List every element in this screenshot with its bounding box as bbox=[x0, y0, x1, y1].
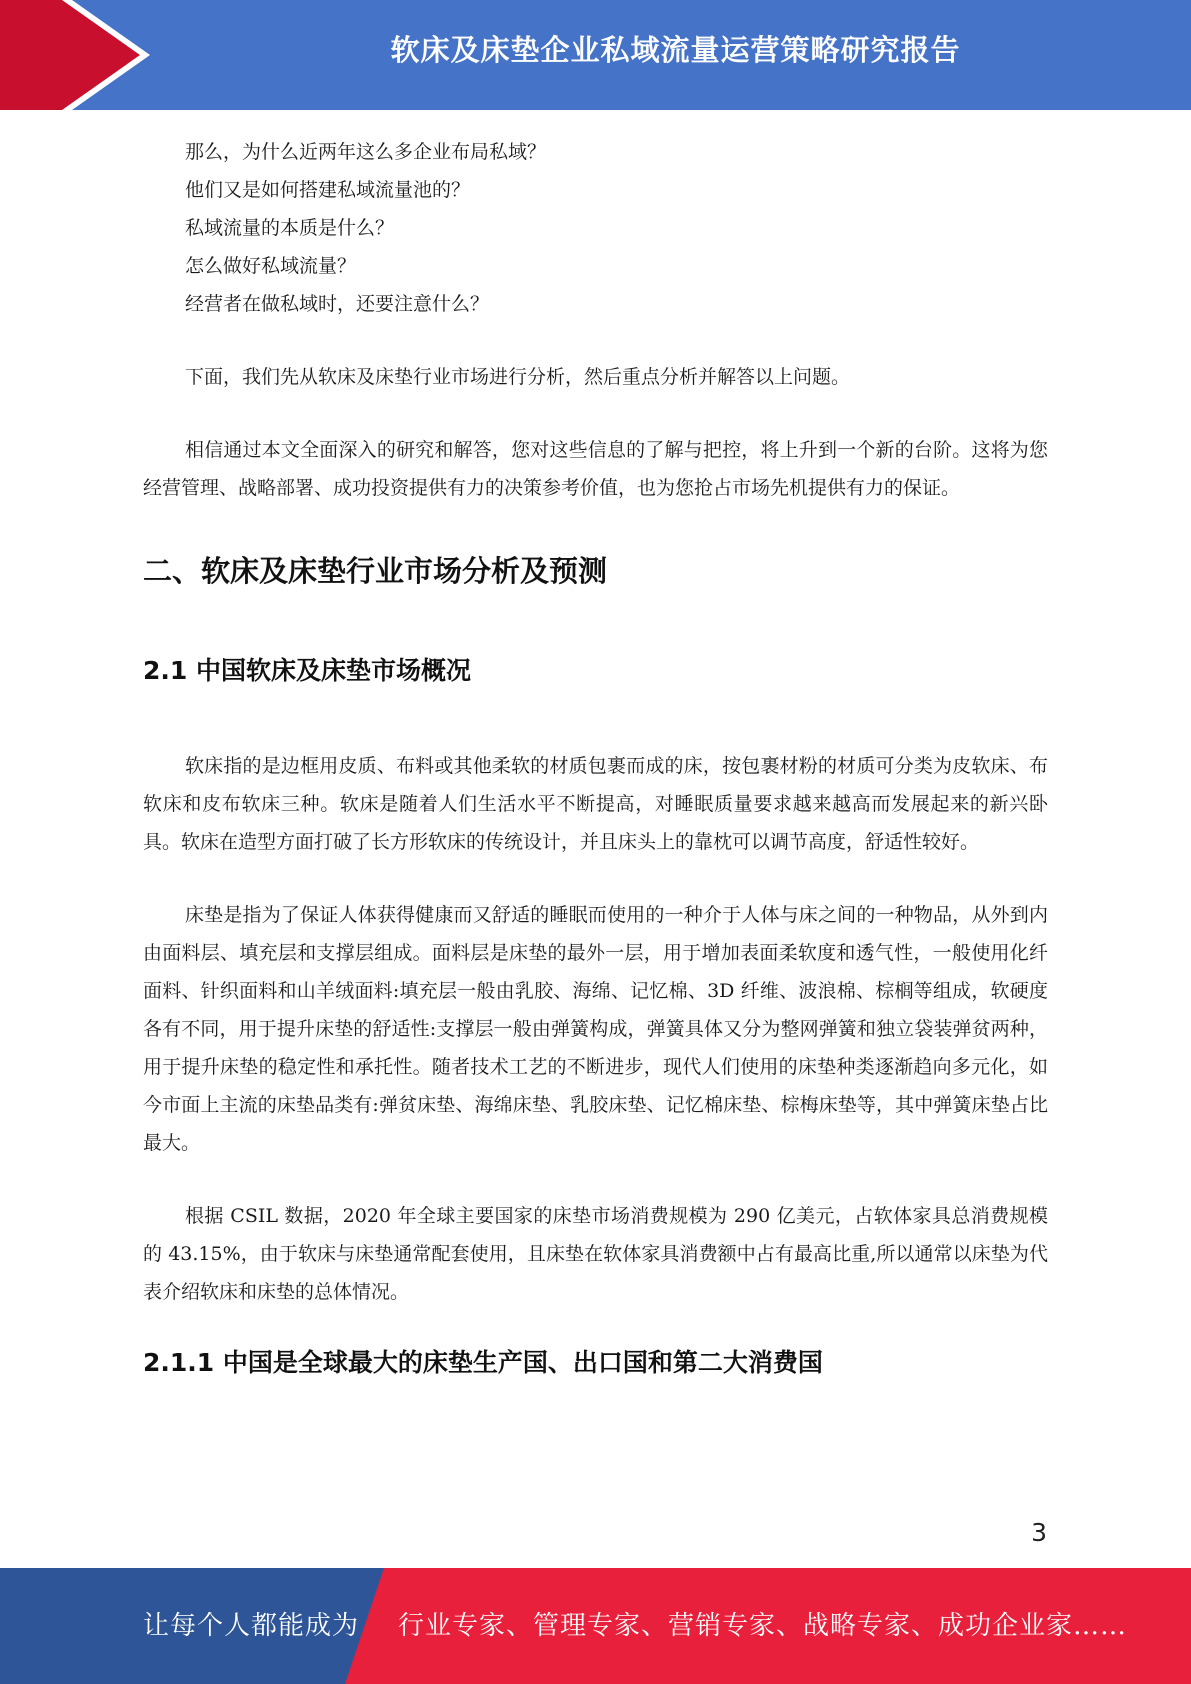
page-footer bbox=[0, 1568, 1191, 1684]
paragraph-soft-bed: 软床指的是边框用皮质、布料或其他柔软的材质包裹而成的床，按包裹材粉的材质可分类为皮软床、布软床和皮布软床三种。软床是随着人们生活水平不断提高，对睡眠质量要求越来越高而发展起来的新兴卧具。软床在造型方面打破了长方形软床的传统设计，并且床头上的靠枕可以调节高度，舒适性较好。 bbox=[143, 755, 1048, 853]
paragraph-value-statement: 相信通过本文全面深入的研究和解答，您对这些信息的了解与把控，将上升到一个新的台阶。这将为您经营管理、战略部署、成功投资提供有力的决策参考价值，也为您抢占市场先机提供有力的保证。 bbox=[143, 439, 1048, 499]
page-content bbox=[143, 133, 1048, 1381]
paragraph-csil-data: 根据 CSIL 数据，2020 年全球主要国家的床垫市场消费规模为 290 亿美元，占软体家具总消费规模的 43.15%，由于软床与床垫通常配套使用，且床垫在软体家具消费额中占有最高比重,所以通常以床垫为代表介绍软床和床垫的总体情况。 bbox=[143, 1205, 1048, 1303]
page-number: 3 bbox=[1031, 1518, 1047, 1547]
intro-question-list bbox=[143, 133, 1048, 323]
footer-slogan-left: 让每个人都能成为 bbox=[143, 1611, 360, 1641]
paragraph-mattress: 床垫是指为了保证人体获得健康而又舒适的睡眠而使用的一种介于人体与床之间的一种物品，从外到内由面料层、填充层和支撑层组成。面料层是床垫的最外一层，用于增加表面柔软度和透气性，一般使用化纤面料、针织面料和山羊绒面料:填充层一般由乳胶、海绵、记忆棉、3D 纤维、波浪棉、棕榈等组成，软硬度各有不同，用于提升床垫的舒适性:支撑层一般由弹簧构成，弹簧具体又分为整网弹簧和独立袋装弹贫两种，用于提升床垫的稳定性和承托性。随者技术工艺的不断进步，现代人们使用的床垫种类逐渐趋向多元化，如今市面上主流的床垫品类有:弹贫床垫、海绵床垫、乳胶床垫、记忆棉床垫、棕梅床垫等，其中弹簧床垫占比最大。 bbox=[143, 904, 1048, 1154]
chevron-arrow-logo bbox=[0, 0, 160, 110]
intro-question: 经营者在做私域时，还要注意什么？ bbox=[185, 293, 490, 315]
paragraph-next-steps: 下面，我们先从软床及床垫行业市场进行分析，然后重点分析并解答以上问题。 bbox=[185, 366, 851, 388]
intro-question: 他们又是如何搭建私域流量池的？ bbox=[185, 179, 471, 201]
subsection-heading-2-1-1: 2.1.1 中国是全球最大的床垫生产国、出口国和第二大消费国 bbox=[143, 1348, 823, 1377]
section-heading-2: 二、软床及床垫行业市场分析及预测 bbox=[143, 554, 608, 588]
footer-slogan-right: 行业专家、管理专家、营销专家、战略专家、成功企业家…… bbox=[398, 1611, 1128, 1641]
report-title: 软床及床垫企业私域流量运营策略研究报告 bbox=[390, 33, 961, 67]
intro-question: 私域流量的本质是什么？ bbox=[185, 217, 395, 239]
page-header bbox=[0, 0, 1191, 110]
intro-question: 怎么做好私域流量？ bbox=[185, 255, 357, 277]
intro-question: 那么，为什么近两年这么多企业布局私域？ bbox=[185, 141, 547, 163]
subsection-heading-2-1: 2.1 中国软床及床垫市场概况 bbox=[143, 656, 471, 685]
